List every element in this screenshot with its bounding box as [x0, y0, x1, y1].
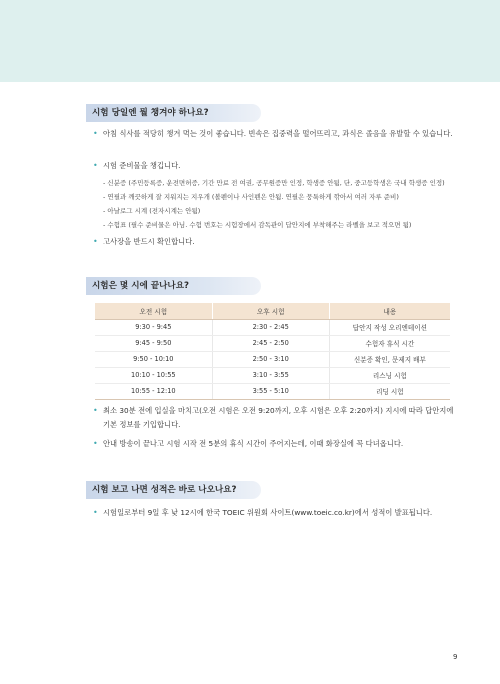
table-row: [95, 351, 450, 367]
table-cell: 9:30 - 9:45: [95, 319, 212, 335]
column-header-content: 내용: [329, 303, 450, 319]
table-cell: 9:50 - 10:10: [95, 351, 212, 367]
table-cell: 2:30 - 2:45: [212, 319, 329, 335]
section-header-exam-day: [86, 104, 261, 122]
table-cell: 2:50 - 3:10: [212, 351, 329, 367]
table-cell: 수험자 휴식 시간: [329, 335, 450, 351]
bullet-dot-icon: •: [93, 161, 98, 170]
table-cell: 리스닝 시험: [329, 367, 450, 383]
bullet-item-breakfast: • 아침 식사를 적당히 챙겨 먹는 것이 좋습니다. 빈속은 집중력을 떨어뜨리고, 과식은 졸음을 유발할 수 있습니다.: [93, 127, 455, 141]
page-number: 9: [453, 653, 458, 661]
bullet-item-venue: • 고사장을 반드시 확인합니다.: [93, 235, 455, 249]
table-cell: 10:10 - 10:55: [95, 367, 212, 383]
table-row: [95, 319, 450, 335]
table-row: [95, 335, 450, 351]
top-decorative-band: [0, 0, 500, 82]
table-row: [95, 367, 450, 383]
section-title: 시험 당일엔 뭘 챙겨야 하나요?: [92, 108, 209, 118]
table-cell: 2:45 - 2:50: [212, 335, 329, 351]
table-cell: 답안지 작성 오리엔테이션: [329, 319, 450, 335]
section-header-exam-end: [86, 277, 261, 295]
section-title: 시험은 몇 시에 끝나나요?: [92, 281, 189, 291]
table-cell: 신분증 확인, 문제지 배부: [329, 351, 450, 367]
bullet-item-arrival: • 최소 30분 전에 입실을 마치고(오전 시험은 오전 9:20까지, 오후 시험은 오후 2:20까지) 지시에 따라 답안지에 기본 정보를 기입합니다.: [93, 406, 454, 429]
bullet-dot-icon: •: [93, 508, 98, 517]
table-cell: 10:55 - 12:10: [95, 383, 212, 399]
column-header-afternoon: 오후 시험: [212, 303, 329, 319]
table-row: [95, 383, 450, 399]
sub-item-admission-ticket: - 수험표 (필수 준비물은 아님. 수험 번호는 시험장에서 감독관이 답안지에 부착해주는 라벨을 보고 적으면 됨): [103, 221, 412, 229]
table-cell: 9:45 - 9:50: [95, 335, 212, 351]
bullet-dot-icon: •: [93, 237, 98, 246]
table-header-row: [95, 303, 450, 319]
sub-item-watch: - 아날로그 시계 (전자시계는 안됨): [103, 207, 201, 215]
bullet-item-score-release: • 시험일로부터 9일 후 낮 12시에 한국 TOEIC 위원회 사이트(www.toeic.co.kr)에서 성적이 발표됩니다.: [93, 506, 455, 520]
section-header-results: [86, 481, 261, 499]
bullet-dot-icon: •: [93, 406, 98, 415]
table-cell: 3:10 - 3:55: [212, 367, 329, 383]
column-header-morning: 오전 시험: [95, 303, 212, 319]
section-title: 시험 보고 나면 성적은 바로 나오나요?: [92, 485, 237, 495]
sub-item-id-card: - 신분증 (주민등록증, 운전면허증, 기간 만료 전 여권, 공무원증만 인정, 학생증 안됨, 단, 중고등학생은 국내 학생증 인정): [103, 179, 445, 187]
table-cell: 리딩 시험: [329, 383, 450, 399]
table-cell: 3:55 - 5:10: [212, 383, 329, 399]
bullet-dot-icon: •: [93, 439, 98, 448]
bullet-dot-icon: •: [93, 129, 98, 138]
sub-item-pencil: - 연필과 깨끗하게 잘 지워지는 지우개 (볼펜이나 사인펜은 안됨. 연필은 뭉툭하게 깎아서 여러 자루 준비): [103, 193, 399, 201]
bullet-item-break: • 안내 방송이 끝나고 시험 시작 전 5분의 휴식 시간이 주어지는데, 이때 화장실에 꼭 다녀옵니다.: [93, 437, 455, 451]
exam-schedule-table: [95, 303, 450, 400]
bullet-item-supplies: • 시험 준비물을 챙깁니다.: [93, 159, 455, 173]
